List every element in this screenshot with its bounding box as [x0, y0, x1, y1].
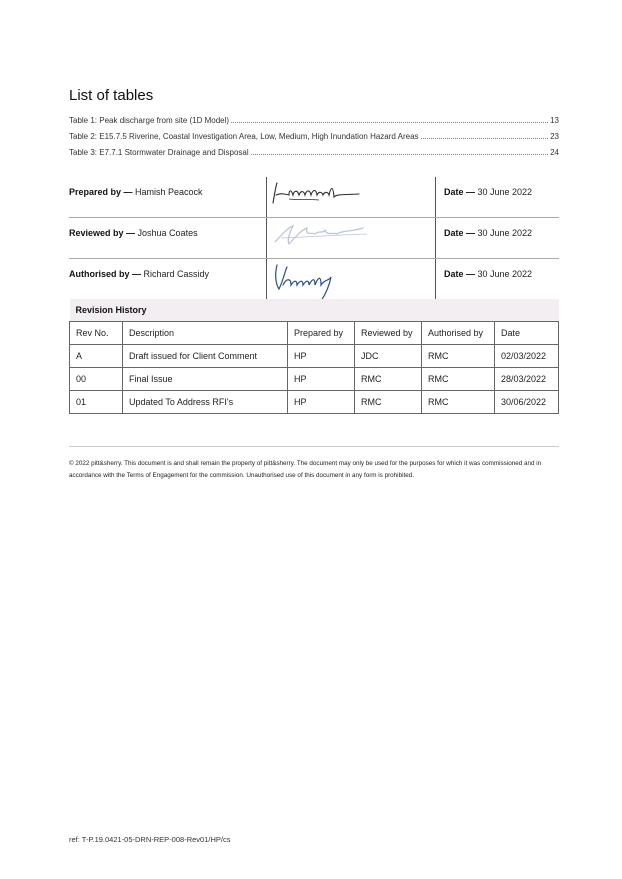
toc-entry-table-1[interactable]: [69, 116, 559, 125]
signoff-role: Reviewed by —: [69, 228, 136, 238]
signature-joshua-coates: [267, 218, 435, 250]
table-cell: HP: [288, 368, 355, 391]
column-header: Authorised by: [422, 322, 495, 345]
toc-entry-label: Table 2: E15.7.5 Riverine, Coastal Investigation Area, Low, Medium, High Inundation Hazard Areas: [69, 132, 419, 141]
toc-leader: [251, 153, 548, 155]
revision-history-title: Revision History: [70, 299, 559, 322]
toc-leader: [231, 121, 548, 123]
signature-richard-cassidy: [267, 259, 435, 303]
table-cell: 02/03/2022: [495, 345, 559, 368]
copyright-notice: © 2022 pitt&sherry. This document is and shall remain the property of pitt&sherry. The document may only be used for the purposes for which it was commissioned and in accordance with the Terms of Engagement for the commission. Unauthorised use of this document in any form is prohibited.: [69, 460, 542, 479]
table-cell: RMC: [355, 391, 422, 414]
date-value: 30 June 2022: [475, 187, 533, 197]
list-of-tables-title: List of tables: [69, 87, 154, 104]
column-header: Reviewed by: [355, 322, 422, 345]
signoff-row-reviewed: [69, 218, 559, 259]
table-cell: 00: [70, 368, 123, 391]
table-cell: JDC: [355, 345, 422, 368]
date-label: Date —: [444, 228, 476, 238]
table-cell: Final Issue: [123, 368, 288, 391]
table-cell: RMC: [355, 368, 422, 391]
signoff-person: [69, 218, 267, 259]
signoff-date: [436, 259, 560, 300]
table-row: [70, 345, 559, 368]
signoff-person: [69, 177, 267, 218]
signoff-name: Richard Cassidy: [141, 269, 210, 279]
column-header: Date: [495, 322, 559, 345]
date-value: 30 June 2022: [475, 269, 533, 279]
table-cell: HP: [288, 391, 355, 414]
table-cell: A: [70, 345, 123, 368]
signoff-role: Prepared by —: [69, 187, 133, 197]
signoff-person: [69, 259, 267, 300]
signoff-name: Hamish Peacock: [132, 187, 203, 197]
date-label: Date —: [444, 269, 476, 279]
table-row: [70, 391, 559, 414]
column-header: Rev No.: [70, 322, 123, 345]
column-header: Prepared by: [288, 322, 355, 345]
signoff-table: [69, 177, 559, 299]
table-cell: RMC: [422, 368, 495, 391]
table-cell: Updated To Address RFI's: [123, 391, 288, 414]
column-header: Description: [123, 322, 288, 345]
toc-entry-table-2[interactable]: [69, 132, 559, 141]
signoff-name: Joshua Coates: [135, 228, 198, 238]
toc-entry-table-3[interactable]: [69, 148, 559, 157]
table-cell: RMC: [422, 391, 495, 414]
toc-leader: [421, 137, 549, 139]
date-value: 30 June 2022: [475, 228, 533, 238]
signoff-row-prepared: [69, 177, 559, 218]
table-cell: HP: [288, 345, 355, 368]
signature-hamish-peacock: [267, 177, 435, 209]
table-cell: 01: [70, 391, 123, 414]
signoff-row-authorised: [69, 259, 559, 300]
toc-entry-label: Table 1: Peak discharge from site (1D Model): [69, 116, 230, 125]
table-cell: 28/03/2022: [495, 368, 559, 391]
signature-cell: [267, 259, 436, 300]
signature-cell: [267, 177, 436, 218]
toc-entry-page: 13: [550, 116, 559, 125]
signoff-date: [436, 177, 560, 218]
document-reference: ref: T-P.19.0421-05-DRN-REP-008-Rev01/HP/cs: [69, 835, 231, 844]
table-cell: RMC: [422, 345, 495, 368]
toc-entry-page: 23: [550, 132, 559, 141]
revision-column-headers: [70, 322, 559, 345]
date-label: Date —: [444, 187, 476, 197]
table-cell: 30/06/2022: [495, 391, 559, 414]
signature-cell: [267, 218, 436, 259]
revision-history-table: [69, 299, 559, 414]
toc-entry-page: 24: [550, 148, 559, 157]
revision-history-header-row: [70, 299, 559, 322]
table-row: [70, 368, 559, 391]
divider: [69, 446, 559, 447]
signoff-role: Authorised by —: [69, 269, 142, 279]
toc-entry-label: Table 3: E7.7.1 Stormwater Drainage and Disposal: [69, 148, 249, 157]
signoff-date: [436, 218, 560, 259]
table-cell: Draft issued for Client Comment: [123, 345, 288, 368]
